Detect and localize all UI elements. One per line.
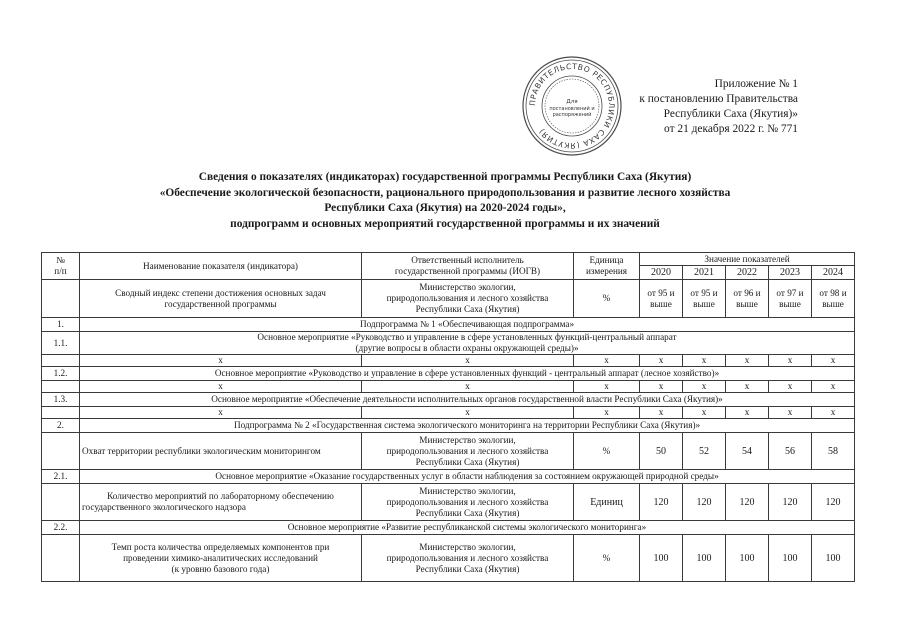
unit-cell: % (574, 535, 640, 582)
title-line-3: Республики Саха (Якутия) на 2020-2024 годы», (324, 202, 566, 215)
svg-text:постановлений и: постановлений и (549, 106, 595, 112)
svg-text:распоряжений: распоряжений (552, 112, 592, 118)
value-cell: 120 (812, 484, 855, 521)
title-line-4: подпрограмм и основных мероприятий государственной программы и их значений (230, 217, 660, 230)
x-cell: x (769, 355, 812, 367)
indicator-name: Охват территории республики экологическим мониторингом (80, 433, 362, 470)
header-year: 2022 (726, 266, 769, 280)
empty-cell (42, 381, 80, 393)
appendix-header (598, 77, 798, 137)
value-cell: 50 (640, 433, 683, 470)
x-cell: x (812, 407, 855, 419)
x-cell: x (726, 381, 769, 393)
x-cell: x (812, 381, 855, 393)
executor-cell: Министерство экологии, природопользования и лесного хозяйства Республики Саха (Якутия) (362, 535, 574, 582)
value-cell: 100 (812, 535, 855, 582)
row-number: 2.1. (42, 470, 80, 484)
x-cell: x (640, 381, 683, 393)
subprogram-title: Подпрограмма № 1 «Обеспечивающая подпрограмма» (80, 318, 855, 332)
table-row (42, 280, 855, 318)
value-cell: 100 (769, 535, 812, 582)
header-unit: Единица измерения (574, 253, 640, 280)
title-line-1: Сведения о показателях (индикаторах) государственной программы Республики Саха (Якутия) (198, 171, 692, 183)
x-cell: x (80, 407, 362, 419)
row-number (42, 433, 80, 470)
x-cell: x (362, 381, 574, 393)
header-number: № п/п (42, 253, 80, 280)
row-number: 1.3. (42, 393, 80, 407)
indicator-name: Количество мероприятий по лабораторному обеспечению государственного экологического надзора (80, 484, 362, 521)
header-year: 2023 (769, 266, 812, 280)
value-cell: от 98 и выше (812, 280, 855, 318)
value-cell: от 97 и выше (769, 280, 812, 318)
title-line-2: «Обеспечение экологической безопасности, рационального природопользования и развитие лесного хозяйства (159, 186, 731, 199)
subprogram-row (42, 318, 855, 332)
x-cell: x (574, 355, 640, 367)
x-cell: x (683, 407, 726, 419)
subprogram-title: Подпрограмма № 2 «Государственная система экологического мониторинга на территории Республики Саха (Якутия)» (80, 419, 855, 433)
x-cell: x (726, 355, 769, 367)
x-cell: x (574, 381, 640, 393)
svg-text:ПРАВИТЕЛЬСТВО РЕСПУБЛИКИ САХА: ПРАВИТЕЛЬСТВО РЕСПУБЛИКИ САХА (ЯКУТИЯ) (527, 61, 617, 151)
row-number: 2.2. (42, 521, 80, 535)
unit-cell: % (574, 280, 640, 318)
value-cell: 54 (726, 433, 769, 470)
empty-cell (42, 355, 80, 367)
x-cell: x (80, 355, 362, 367)
activity-title: Основное мероприятие «Оказание государственных услуг в области наблюдения за состоянием окружающей природной среды» (80, 470, 855, 484)
placeholder-row (42, 355, 855, 367)
appendix-date: от 21 декабря 2022 г. № 771 (664, 123, 798, 135)
header-values: Значение показателей (640, 253, 855, 266)
subprogram-row (42, 419, 855, 433)
value-cell: 58 (812, 433, 855, 470)
activity-title: Основное мероприятие «Руководство и управление в сфере установленных функций-центральный аппарат (другие вопросы в области охраны окружающей среды)» (80, 332, 855, 355)
activity-title: Основное мероприятие «Обеспечение деятельности исполнительных органов государственной власти Республики Саха (Якутия)» (80, 393, 855, 407)
value-cell: 100 (726, 535, 769, 582)
executor-cell: Министерство экологии, природопользования и лесного хозяйства Республики Саха (Якутия) (362, 433, 574, 470)
x-cell: x (726, 407, 769, 419)
x-cell: x (640, 407, 683, 419)
x-cell: x (362, 407, 574, 419)
value-cell: 52 (683, 433, 726, 470)
row-number (42, 280, 80, 318)
value-cell: от 95 и выше (683, 280, 726, 318)
x-cell: x (769, 407, 812, 419)
unit-cell: Единиц (574, 484, 640, 521)
activity-row (42, 521, 855, 535)
value-cell: 120 (769, 484, 812, 521)
executor-cell: Министерство экологии, природопользования и лесного хозяйства Республики Саха (Якутия) (362, 280, 574, 318)
placeholder-row (42, 407, 855, 419)
header-indicator-name: Наименование показателя (индикатора) (80, 253, 362, 280)
table-row (42, 535, 855, 582)
x-cell: x (362, 355, 574, 367)
executor-cell: Министерство экологии, природопользования и лесного хозяйства Республики Саха (Якутия) (362, 484, 574, 521)
value-cell: 100 (640, 535, 683, 582)
activity-title: Основное мероприятие «Развитие республиканской системы экологического мониторинга» (80, 521, 855, 535)
x-cell: x (683, 355, 726, 367)
header-year: 2020 (640, 266, 683, 280)
table-row (42, 433, 855, 470)
value-cell: 120 (640, 484, 683, 521)
svg-text:Для: Для (566, 99, 578, 105)
activity-row (42, 367, 855, 381)
row-number (42, 484, 80, 521)
value-cell: 120 (683, 484, 726, 521)
table-header-row (42, 253, 855, 266)
row-number: 1.2. (42, 367, 80, 381)
value-cell: 56 (769, 433, 812, 470)
appendix-decree: к постановлению Правительства (639, 93, 798, 105)
table-row (42, 484, 855, 521)
row-number: 2. (42, 419, 80, 433)
value-cell: от 95 и выше (640, 280, 683, 318)
appendix-title: Приложение № 1 (714, 78, 798, 90)
value-cell: 100 (683, 535, 726, 582)
x-cell: x (574, 407, 640, 419)
activity-row (42, 393, 855, 407)
header-year: 2021 (683, 266, 726, 280)
value-cell: 120 (726, 484, 769, 521)
document-title (60, 170, 830, 232)
value-cell: от 96 и выше (726, 280, 769, 318)
activity-row (42, 470, 855, 484)
appendix-republic: Республики Саха (Якутия)» (663, 108, 798, 120)
row-number (42, 535, 80, 582)
row-number: 1. (42, 318, 80, 332)
x-cell: x (640, 355, 683, 367)
header-executor: Ответственный исполнитель государственной программы (ИОГВ) (362, 253, 574, 280)
indicator-name: Сводный индекс степени достижения основных задач государственной программы (80, 280, 362, 318)
placeholder-row (42, 381, 855, 393)
empty-cell (42, 407, 80, 419)
x-cell: x (769, 381, 812, 393)
activity-row (42, 332, 855, 355)
x-cell: x (812, 355, 855, 367)
header-year: 2024 (812, 266, 855, 280)
x-cell: x (80, 381, 362, 393)
indicators-table (41, 252, 855, 582)
activity-title: Основное мероприятие «Руководство и управление в сфере установленных функций - центральный аппарат (лесное хозяйство)» (80, 367, 855, 381)
unit-cell: % (574, 433, 640, 470)
indicator-name: Темп роста количества определяемых компонентов при проведении химико-аналитических исследований (к уровню базового года) (80, 535, 362, 582)
x-cell: x (683, 381, 726, 393)
row-number: 1.1. (42, 332, 80, 355)
